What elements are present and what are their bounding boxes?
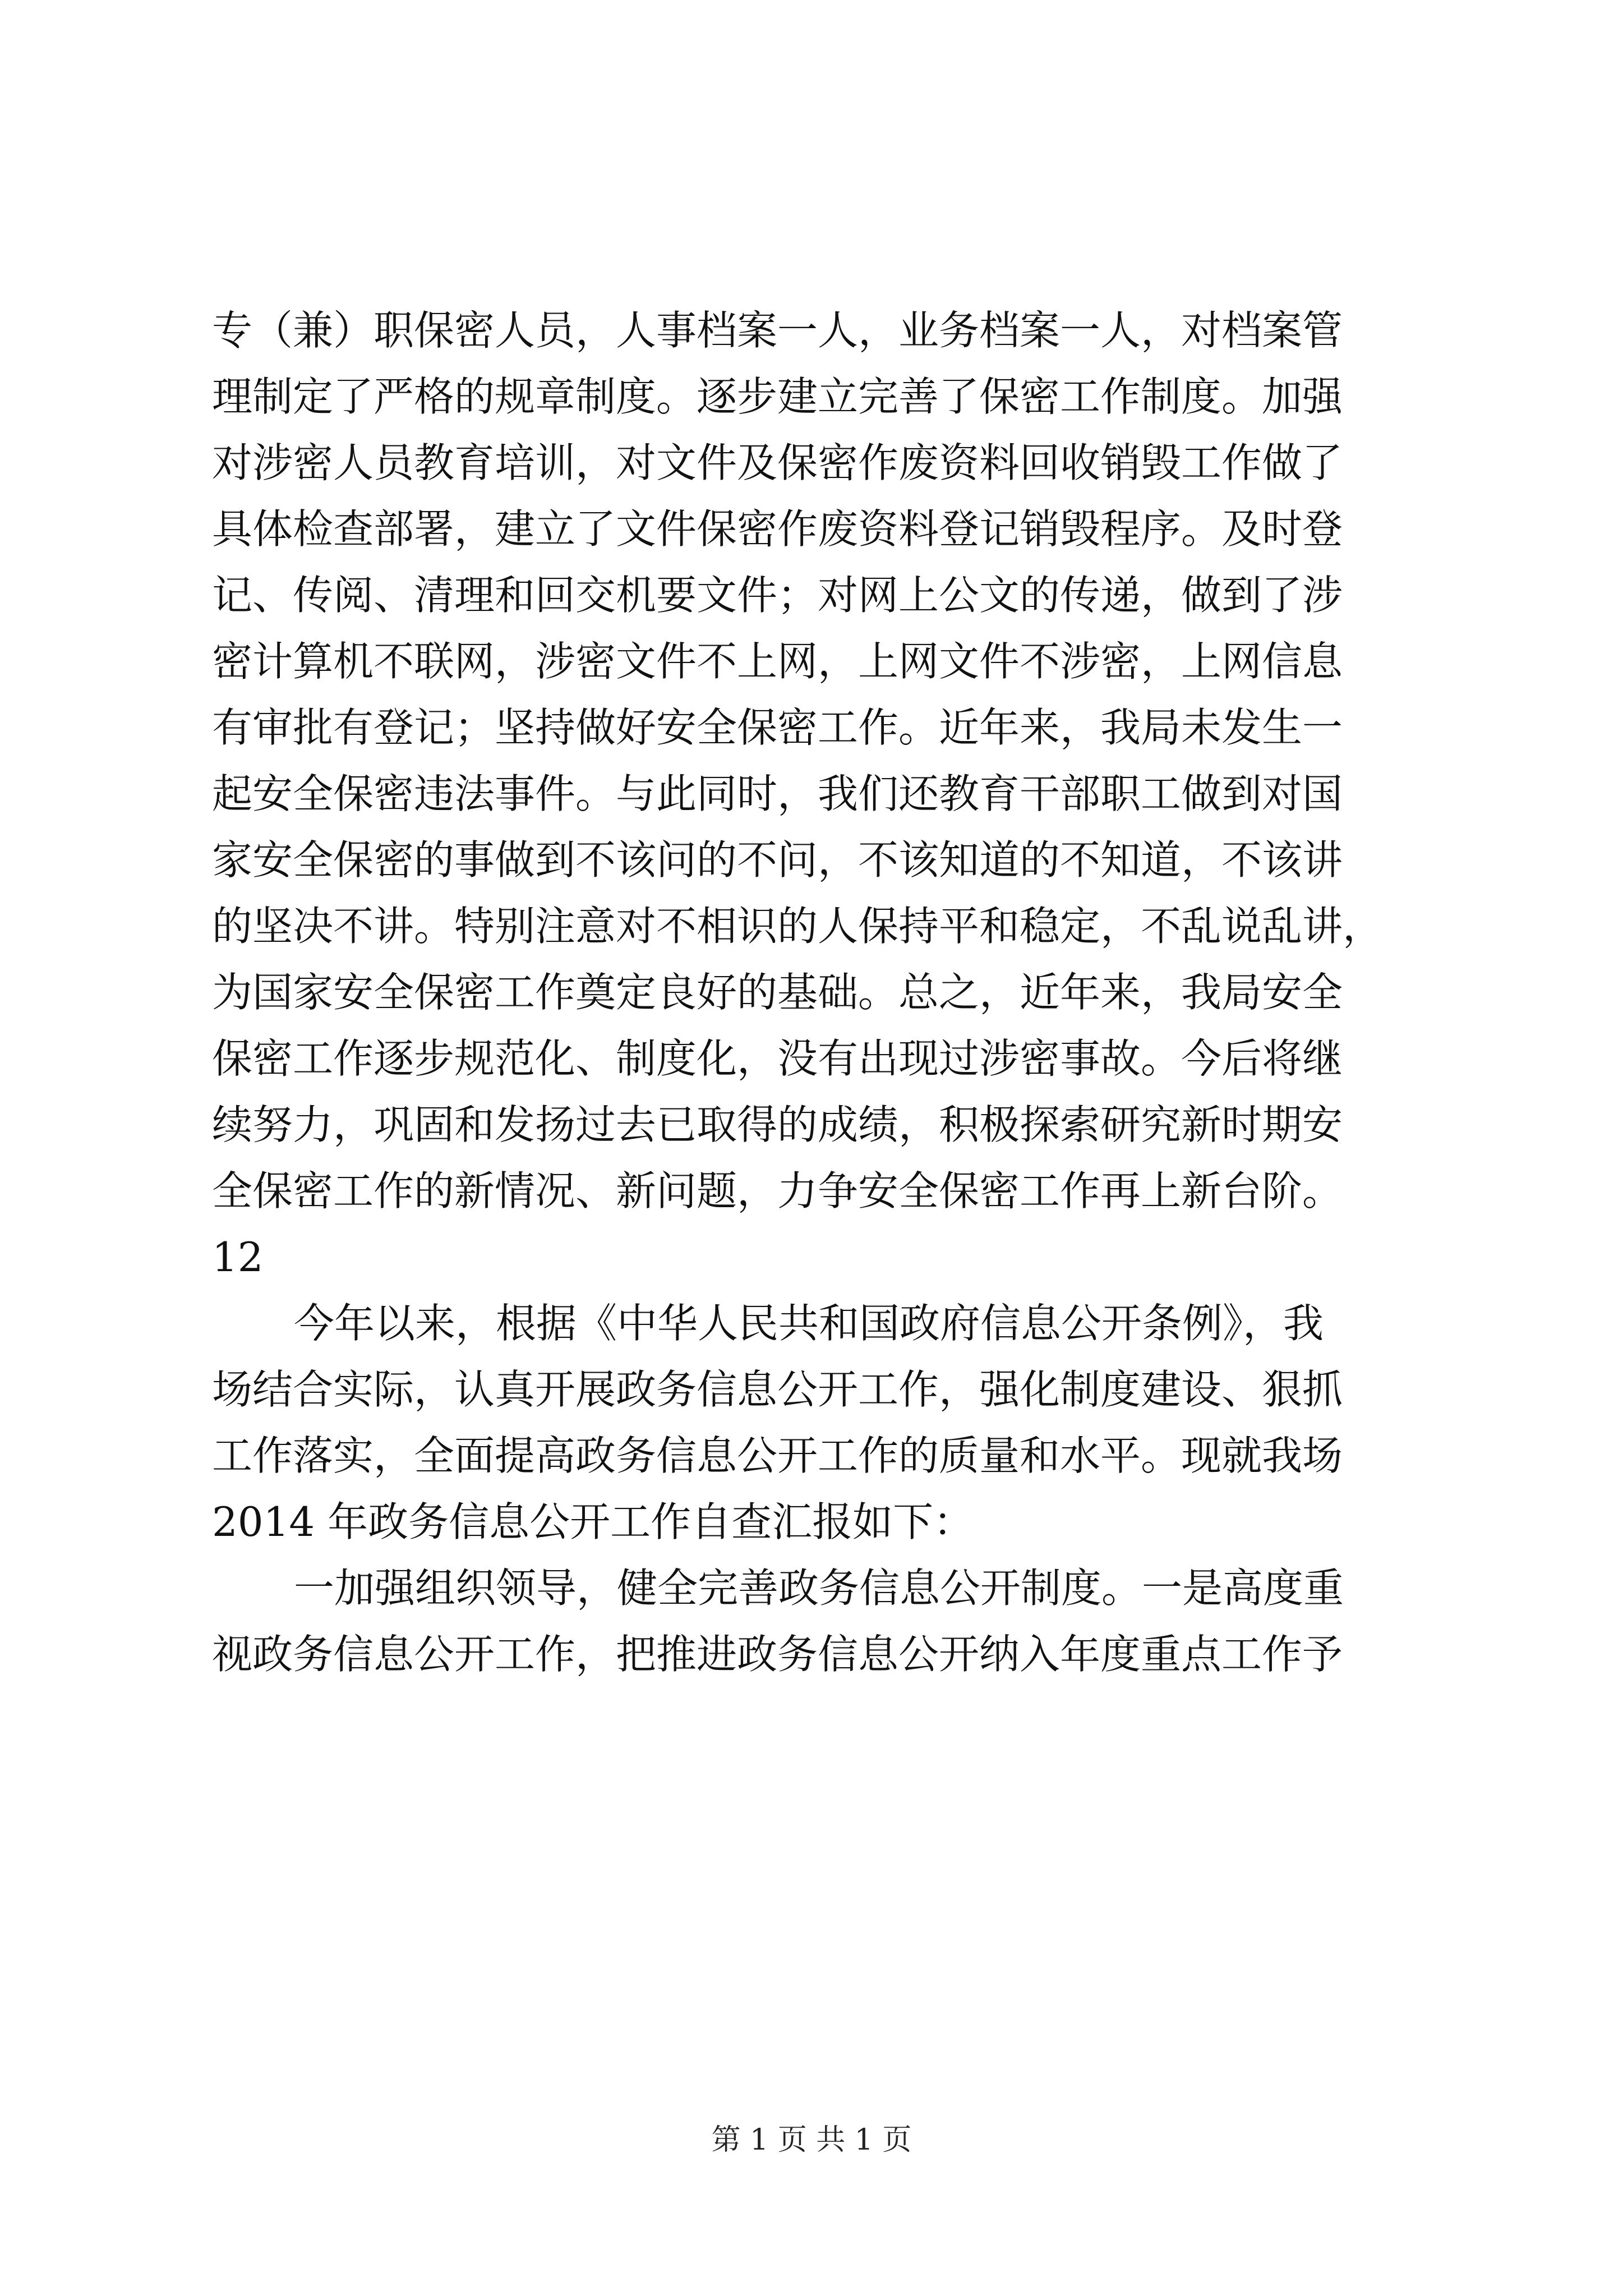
text-line: 记、传阅、清理和回交机要文件；对网上公文的传递，做到了涉: [212, 572, 1343, 619]
text-line: 保密工作逐步规范化、制度化，没有出现过涉密事故。今后将继: [212, 1035, 1343, 1082]
text-line: 有审批有登记；坚持做好安全保密工作。近年来，我局未发生一: [212, 704, 1343, 751]
text-line: 2014 年政务信息公开工作自查汇报如下：: [212, 1498, 974, 1545]
text-line: 视政务信息公开工作，把推进政务信息公开纳入年度重点工作予: [212, 1631, 1343, 1678]
text-line: 的坚决不讲。特别注意对不相识的人保持平和稳定，不乱说乱讲，: [212, 903, 1384, 950]
text-line: 起安全保密违法事件。与此同时，我们还教育干部职工做到对国: [212, 770, 1343, 817]
page-footer: 第 1 页 共 1 页: [711, 2123, 912, 2157]
paragraph-start-line: 今年以来，根据《中华人民共和国政府信息公开条例》，我: [294, 1300, 1324, 1347]
text-line: 密计算机不联网，涉密文件不上网，上网文件不涉密，上网信息: [212, 638, 1343, 685]
text-line: 具体检查部署，建立了文件保密作废资料登记销毁程序。及时登: [212, 505, 1343, 553]
text-line: 理制定了严格的规章制度。逐步建立完善了保密工作制度。加强: [212, 373, 1343, 420]
page-number-text: 12: [212, 1234, 264, 1281]
body-text: [212, 297, 1418, 1687]
text-line: 场结合实际，认真开展政务信息公开工作，强化制度建设、狠抓: [212, 1366, 1343, 1413]
text-line: 续努力，巩固和发扬过去已取得的成绩，积极探索研究新时期安: [212, 1101, 1343, 1148]
text-line: 家安全保密的事做到不该问的不问，不该知道的不知道，不该讲: [212, 836, 1343, 884]
text-line: 为国家安全保密工作奠定良好的基础。总之，近年来，我局安全: [212, 969, 1343, 1016]
text-line: 对涉密人员教育培训，对文件及保密作废资料回收销毁工作做了: [212, 439, 1343, 486]
text-line: 工作落实，全面提高政务信息公开工作的质量和水平。现就我场: [212, 1432, 1343, 1479]
text-line: 专（兼）职保密人员，人事档案一人，业务档案一人，对档案管: [212, 307, 1343, 354]
paragraph-start-line: 一加强组织领导，健全完善政务信息公开制度。一是高度重: [294, 1565, 1344, 1612]
text-line: 全保密工作的新情况、新问题，力争安全保密工作再上新台阶。: [212, 1167, 1343, 1214]
